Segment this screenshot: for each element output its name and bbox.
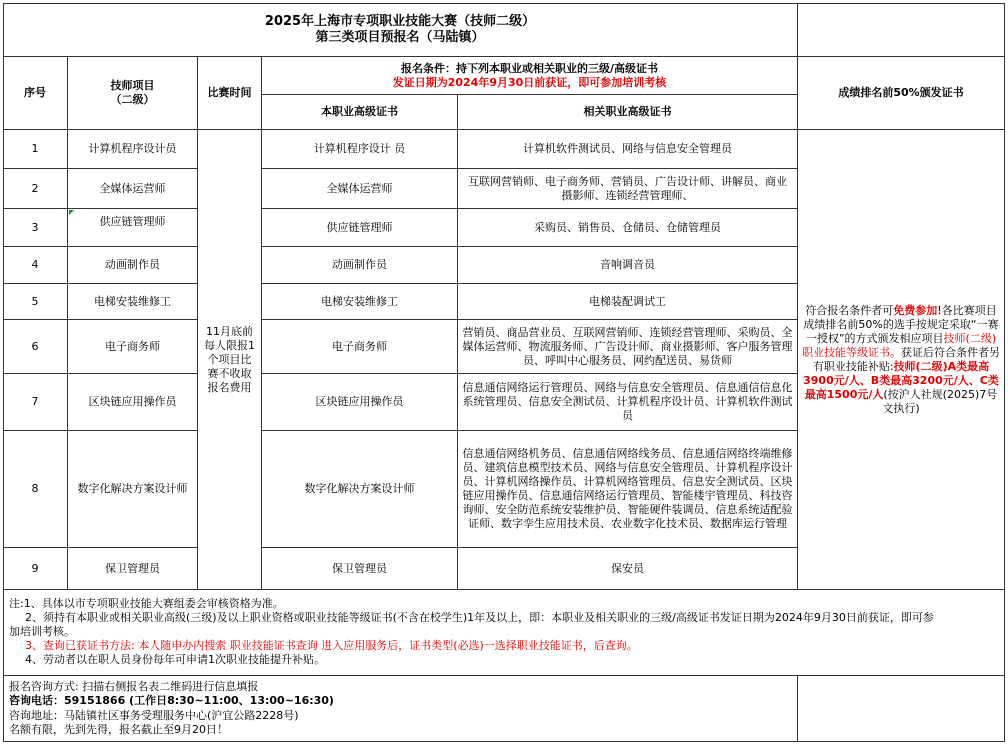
row-1-no: 1 xyxy=(3,130,68,169)
title-line-1: 2025年上海市专项职业技能大赛（技师二级） xyxy=(264,13,536,29)
note-3: 3、查询已获证书方法: 本人随申办内搜索 职业技能证书查询 进入应用服务后，证书类型(必选)一选择职业技能证书，后查询。 xyxy=(25,639,638,652)
header-ranking xyxy=(798,57,1005,130)
row-2-no: 2 xyxy=(3,169,68,209)
note-1: 注:1、具体以市专项职业技能大赛组委会审核资格为准。 xyxy=(9,597,284,610)
row-6-related: 营销员、商品营业员、互联网营销师、连锁经营管理师、采购员、全媒体运营师、物流服务师、广告设计师、商业摄影师、客户服务管理员、呼叫中心服务员、网约配送员、易货师 xyxy=(458,320,798,374)
row-5-own: 电梯安装维修工 xyxy=(262,284,458,320)
notes-block xyxy=(3,590,1005,676)
title-right-blank xyxy=(798,3,1005,57)
sheet-title xyxy=(3,3,798,57)
header-own-cert-label: 本职业高级证书 xyxy=(321,105,398,118)
ranking-benefit xyxy=(798,130,1005,590)
row-5-project: 电梯安装维修工 xyxy=(68,284,198,320)
header-seq xyxy=(3,57,68,130)
header-seq-label: 序号 xyxy=(24,86,46,99)
row-3-no: 3 xyxy=(3,209,68,247)
row-2-project: 全媒体运营师 xyxy=(68,169,198,209)
benefit-free: 免费参加 xyxy=(893,303,938,317)
row-4-no: 4 xyxy=(3,247,68,284)
row-7-no: 7 xyxy=(3,374,68,431)
header-time-label: 比赛时间 xyxy=(207,86,252,99)
competition-time xyxy=(198,130,262,590)
row-7-project: 区块链应用操作员 xyxy=(68,374,198,431)
header-project-line2: （二级） xyxy=(110,93,155,106)
row-5-no: 5 xyxy=(3,284,68,320)
row-6-no: 6 xyxy=(3,320,68,374)
contact-phone: 咨询电话：59151866 (工作日8:30~11:00、13:00~16:30) xyxy=(9,694,334,707)
contact-deadline: 名额有限，先到先得，报名截止至9月20日！ xyxy=(9,723,228,736)
row-6-own: 电子商务师 xyxy=(262,320,458,374)
benefit-p1: 符合报名条件者可 xyxy=(805,303,894,317)
row-9-no: 9 xyxy=(3,548,68,590)
row-3-project-text: 供应链管理师 xyxy=(99,215,166,228)
row-6-project: 电子商务师 xyxy=(68,320,198,374)
row-3-related: 采购员、销售员、仓储员、仓储管理员 xyxy=(458,209,798,247)
note-2b: 加培训考核。 xyxy=(9,625,75,638)
row-2-related: 互联网营销师、电子商务师、营销员、广告设计师、讲解员、商业摄影师、连锁经营管理师、 xyxy=(458,169,798,209)
row-9-own: 保卫管理员 xyxy=(262,548,458,590)
benefit-subsidy: 技师(二级)A类最高3900元/人、B类最高3200元/人、C类最高1500元/人 xyxy=(803,359,999,401)
row-4-project: 动画制作员 xyxy=(68,247,198,284)
header-own-cert xyxy=(262,95,458,130)
row-8-project: 数字化解决方案设计师 xyxy=(68,431,198,548)
row-4-own: 动画制作员 xyxy=(262,247,458,284)
benefit-p3: 。获证后符合条件者另有职业技能补贴: xyxy=(812,345,1000,373)
row-2-own: 全媒体运营师 xyxy=(262,169,458,209)
contact-address: 咨询地址：马陆镇社区事务受理服务中心(沪宜公路2228号) xyxy=(9,709,299,722)
competition-time-text: 11月底前每人限报1个项目比赛不收取报名费用 xyxy=(204,324,255,394)
header-time xyxy=(198,57,262,130)
note-4: 4、劳动者以在职人员身份每年可申请1次职业技能提升补贴。 xyxy=(25,653,325,666)
header-ranking-label: 成绩排名前50%颁发证书 xyxy=(838,86,964,99)
header-related-cert xyxy=(458,95,798,130)
row-3-own: 供应链管理师 xyxy=(262,209,458,247)
header-project-line1: 技师项目 xyxy=(110,79,155,92)
cell-marker-row3 xyxy=(69,210,74,215)
benefit-p2: !各比赛项目成绩排名前50%的选手按规定采取“一赛一授权”的方式颁发相应项目 xyxy=(803,303,999,345)
benefit-text xyxy=(802,304,1000,416)
row-4-related: 音响调音员 xyxy=(458,247,798,284)
row-1-own: 计算机程序设计 员 xyxy=(262,130,458,169)
conditions-line1: 报名条件：持下列本职业或相关职业的三级/高级证书 xyxy=(400,61,659,75)
row-1-project: 计算机程序设计员 xyxy=(68,130,198,169)
row-7-related: 信息通信网络运行管理员、网络与信息安全管理员、信息通信信息化系统管理员、信息安全测试员、计算机程序设计员、计算机软件测试员 xyxy=(458,374,798,431)
row-1-related: 计算机软件测试员、网络与信息安全管理员 xyxy=(458,130,798,169)
contact-block xyxy=(3,676,798,742)
row-8-related: 信息通信网络机务员、信息通信网络线务员、信息通信网络终端维修员、建筑信息模型技术员、网络与信息安全管理员、计算机程序设计员、计算机网络操作员、计算机网络管理员、信息安全测试员、区块链应用操作员、信息通信网络运行管理员、智能楼宇管理员、科技咨询师、安全防范系统安装维护员、智能硬件装调员、信息系统适配验证师、数字孪生应用技术员、农业数字化技术员、数据库运行管理 xyxy=(458,431,798,548)
benefit-p4: (按沪人社规(2025)7号文执行) xyxy=(882,387,998,415)
title-line-2: 第三类项目预报名（马陆镇） xyxy=(315,29,485,45)
row-8-own: 数字化解决方案设计师 xyxy=(262,431,458,548)
row-5-related: 电梯装配调试工 xyxy=(458,284,798,320)
row-7-own: 区块链应用操作员 xyxy=(262,374,458,431)
row-8-no: 8 xyxy=(3,431,68,548)
row-9-project: 保卫管理员 xyxy=(68,548,198,590)
row-9-related: 保安员 xyxy=(458,548,798,590)
note-2a: 2、须持有本职业或相关职业高级(三级)及以上职业资格或职业技能等级证书(不含在校学生)1年及以上，即：本职业及相关职业的三级/高级证书发证日期为2024年9月30日前获证，即可参 xyxy=(25,611,934,624)
row-3-project xyxy=(68,209,198,247)
contact-method: 报名咨询方式: 扫描右侧报名表二维码进行信息填报 xyxy=(9,680,259,693)
header-conditions xyxy=(262,57,798,95)
header-project xyxy=(68,57,198,130)
qr-placeholder xyxy=(798,676,1005,742)
benefit-cert: 技师(二级)职业技能等级证书 xyxy=(802,331,997,359)
conditions-line2: 发证日期为2024年9月30日前获证，即可参加培训考核 xyxy=(392,75,667,89)
header-related-cert-label: 相关职业高级证书 xyxy=(583,105,672,118)
